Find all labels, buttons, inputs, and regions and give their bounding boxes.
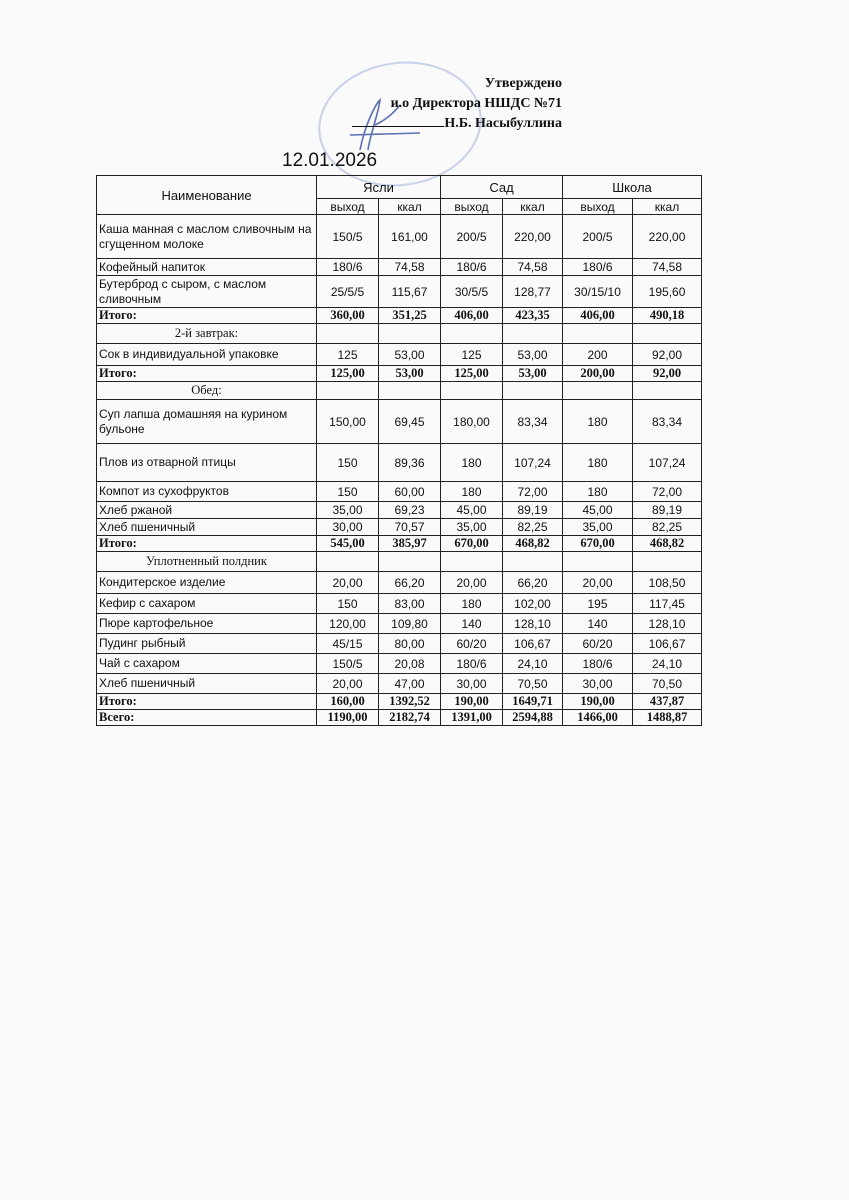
dish-value: 69,45 (379, 400, 441, 444)
col-subheader: ккал (503, 199, 563, 215)
dish-value: 150/5 (317, 654, 379, 674)
dish-value: 109,80 (379, 614, 441, 634)
dish-name: Пудинг рыбный (97, 634, 317, 654)
dish-value: 25/5/5 (317, 276, 379, 308)
dish-value: 53,00 (379, 344, 441, 366)
col-subheader: выход (563, 199, 633, 215)
dish-value: 74,58 (379, 259, 441, 276)
dish-value: 35,00 (317, 502, 379, 519)
total-value: 160,00 (317, 694, 379, 710)
dish-value: 74,58 (633, 259, 702, 276)
dish-name: Кефир с сахаром (97, 594, 317, 614)
dish-value: 180 (563, 400, 633, 444)
col-group-header: Ясли (317, 176, 441, 199)
dish-value: 45/15 (317, 634, 379, 654)
dish-value: 180/6 (317, 259, 379, 276)
dish-name: Кофейный напиток (97, 259, 317, 276)
total-value: 53,00 (503, 366, 563, 382)
menu-item-row (97, 634, 702, 654)
dish-value: 24,10 (503, 654, 563, 674)
dish-value: 20,00 (317, 674, 379, 694)
dish-value: 82,25 (503, 519, 563, 536)
dish-name: Пюре картофельное (97, 614, 317, 634)
dish-value: 200 (563, 344, 633, 366)
dish-value: 30/15/10 (563, 276, 633, 308)
section-title: Уплотненный полдник (97, 552, 317, 572)
dish-value: 117,45 (633, 594, 702, 614)
total-value: 190,00 (441, 694, 503, 710)
dish-value: 30/5/5 (441, 276, 503, 308)
dish-value: 200/5 (563, 215, 633, 259)
dish-value: 60/20 (441, 634, 503, 654)
col-subheader: выход (441, 199, 503, 215)
lunch-total-row (97, 536, 702, 552)
dish-name: Плов из отварной птицы (97, 444, 317, 482)
dish-value: 66,20 (503, 572, 563, 594)
grand-total-row (97, 710, 702, 726)
dish-value: 150/5 (317, 215, 379, 259)
total-value: 2182,74 (379, 710, 441, 726)
dish-value: 20,00 (317, 572, 379, 594)
menu-item-row (97, 400, 702, 444)
dish-value: 180/6 (441, 259, 503, 276)
total-value: 125,00 (317, 366, 379, 382)
dish-value: 80,00 (379, 634, 441, 654)
approval-title: Утверждено (484, 76, 562, 91)
dish-value: 74,58 (503, 259, 563, 276)
second-breakfast-total-row (97, 366, 702, 382)
dish-value: 60,00 (379, 482, 441, 502)
total-value: 1190,00 (317, 710, 379, 726)
menu-item-row (97, 654, 702, 674)
total-value: 406,00 (441, 308, 503, 324)
dish-name: Компот из сухофруктов (97, 482, 317, 502)
dish-value: 60/20 (563, 634, 633, 654)
dish-value: 195,60 (633, 276, 702, 308)
menu-item-row (97, 674, 702, 694)
total-value: 423,35 (503, 308, 563, 324)
dish-value: 125 (441, 344, 503, 366)
empty-cell (441, 382, 503, 400)
dish-name: Кондитерское изделие (97, 572, 317, 594)
dish-value: 150 (317, 594, 379, 614)
dish-value: 89,36 (379, 444, 441, 482)
empty-cell (441, 324, 503, 344)
dish-value: 72,00 (633, 482, 702, 502)
dish-value: 89,19 (503, 502, 563, 519)
section-title: 2-й завтрак: (97, 324, 317, 344)
menu-item-row (97, 594, 702, 614)
dish-value: 47,00 (379, 674, 441, 694)
dish-value: 180,00 (441, 400, 503, 444)
empty-cell (503, 382, 563, 400)
dish-value: 108,50 (633, 572, 702, 594)
dish-value: 180/6 (563, 259, 633, 276)
dish-value: 128,77 (503, 276, 563, 308)
menu-date: 12.01.2026 (282, 150, 378, 171)
menu-item-row (97, 614, 702, 634)
total-value: 125,00 (441, 366, 503, 382)
dish-value: 220,00 (503, 215, 563, 259)
dish-value: 102,00 (503, 594, 563, 614)
total-value: 1466,00 (563, 710, 633, 726)
dish-value: 45,00 (563, 502, 633, 519)
dish-value: 180 (563, 482, 633, 502)
dish-value: 128,10 (633, 614, 702, 634)
total-value: 1391,00 (441, 710, 503, 726)
total-value: 545,00 (317, 536, 379, 552)
dish-name: Бутерброд с сыром, с маслом сливочным (97, 276, 317, 308)
dish-value: 24,10 (633, 654, 702, 674)
dish-value: 150 (317, 482, 379, 502)
dish-value: 30,00 (317, 519, 379, 536)
empty-cell (379, 552, 441, 572)
total-value: 468,82 (633, 536, 702, 552)
dish-name: Каша манная с маслом сливочным на сгущенном молоке (97, 215, 317, 259)
dish-value: 70,50 (633, 674, 702, 694)
empty-cell (563, 324, 633, 344)
dish-value: 30,00 (563, 674, 633, 694)
dish-name: Чай с сахаром (97, 654, 317, 674)
dish-value: 195 (563, 594, 633, 614)
dish-value: 53,00 (503, 344, 563, 366)
menu-item-row (97, 482, 702, 502)
dish-value: 106,67 (633, 634, 702, 654)
menu-item-row (97, 444, 702, 482)
dish-value: 83,34 (503, 400, 563, 444)
menu-item-row (97, 215, 702, 259)
dish-value: 120,00 (317, 614, 379, 634)
total-value: 360,00 (317, 308, 379, 324)
dish-value: 140 (563, 614, 633, 634)
dish-name: Хлеб пшеничный (97, 519, 317, 536)
col-group-header: Сад (441, 176, 563, 199)
menu-item-row (97, 572, 702, 594)
dish-value: 20,00 (441, 572, 503, 594)
total-value: 406,00 (563, 308, 633, 324)
dish-name: Хлеб пшеничный (97, 674, 317, 694)
menu-item-row (97, 276, 702, 308)
dish-value: 115,67 (379, 276, 441, 308)
empty-cell (503, 324, 563, 344)
section-header-row (97, 552, 702, 572)
dish-value: 89,19 (633, 502, 702, 519)
dish-value: 128,10 (503, 614, 563, 634)
dish-value: 20,08 (379, 654, 441, 674)
empty-cell (633, 324, 702, 344)
approver-name: Н.Б. Насыбуллина (444, 116, 562, 131)
total-label: Итого: (97, 536, 317, 552)
dish-value: 83,00 (379, 594, 441, 614)
approval-signature-line (318, 114, 562, 134)
col-subheader: ккал (379, 199, 441, 215)
menu-table (96, 175, 702, 726)
empty-cell (317, 324, 379, 344)
empty-cell (379, 382, 441, 400)
menu-item-row (97, 519, 702, 536)
dish-value: 220,00 (633, 215, 702, 259)
empty-cell (633, 382, 702, 400)
snack-total-row (97, 694, 702, 710)
dish-value: 66,20 (379, 572, 441, 594)
dish-name: Хлеб ржаной (97, 502, 317, 519)
dish-value: 35,00 (441, 519, 503, 536)
dish-value: 180 (441, 444, 503, 482)
total-value: 1649,71 (503, 694, 563, 710)
dish-value: 107,24 (503, 444, 563, 482)
empty-cell (441, 552, 503, 572)
dish-value: 106,67 (503, 634, 563, 654)
total-value: 190,00 (563, 694, 633, 710)
dish-value: 70,50 (503, 674, 563, 694)
total-value: 385,97 (379, 536, 441, 552)
total-label: Итого: (97, 308, 317, 324)
dish-name: Сок в индивидуальной упаковке (97, 344, 317, 366)
col-group-header: Школа (563, 176, 702, 199)
dish-value: 35,00 (563, 519, 633, 536)
dish-value: 200/5 (441, 215, 503, 259)
total-label: Итого: (97, 694, 317, 710)
total-value: 1392,52 (379, 694, 441, 710)
dish-value: 150 (317, 444, 379, 482)
dish-value: 180/6 (563, 654, 633, 674)
empty-cell (317, 552, 379, 572)
total-label: Итого: (97, 366, 317, 382)
dish-value: 140 (441, 614, 503, 634)
section-header-row (97, 324, 702, 344)
total-value: 437,87 (633, 694, 702, 710)
empty-cell (563, 382, 633, 400)
dish-value: 150,00 (317, 400, 379, 444)
menu-item-row (97, 502, 702, 519)
dish-name: Суп лапша домашняя на курином бульоне (97, 400, 317, 444)
dish-value: 20,00 (563, 572, 633, 594)
dish-value: 180 (441, 482, 503, 502)
dish-value: 72,00 (503, 482, 563, 502)
total-value: 468,82 (503, 536, 563, 552)
approval-position: и.о Директора НШДС №71 (390, 96, 562, 111)
section-header-row (97, 382, 702, 400)
total-value: 490,18 (633, 308, 702, 324)
approval-block (318, 74, 562, 134)
col-subheader: выход (317, 199, 379, 215)
dish-value: 70,57 (379, 519, 441, 536)
dish-value: 125 (317, 344, 379, 366)
total-value: 351,25 (379, 308, 441, 324)
dish-value: 180/6 (441, 654, 503, 674)
total-value: 670,00 (563, 536, 633, 552)
total-value: 200,00 (563, 366, 633, 382)
total-value: 92,00 (633, 366, 702, 382)
dish-value: 30,00 (441, 674, 503, 694)
header-row (97, 176, 702, 199)
breakfast-total-row (97, 308, 702, 324)
menu-item-row (97, 344, 702, 366)
section-title: Обед: (97, 382, 317, 400)
dish-value: 92,00 (633, 344, 702, 366)
empty-cell (317, 382, 379, 400)
total-value: 2594,88 (503, 710, 563, 726)
total-label: Всего: (97, 710, 317, 726)
empty-cell (563, 552, 633, 572)
dish-value: 69,23 (379, 502, 441, 519)
signature-underline (352, 114, 444, 127)
empty-cell (379, 324, 441, 344)
col-header-name: Наименование (97, 176, 317, 215)
total-value: 670,00 (441, 536, 503, 552)
dish-value: 180 (441, 594, 503, 614)
empty-cell (633, 552, 702, 572)
dish-value: 107,24 (633, 444, 702, 482)
total-value: 1488,87 (633, 710, 702, 726)
dish-value: 180 (563, 444, 633, 482)
col-subheader: ккал (633, 199, 702, 215)
total-value: 53,00 (379, 366, 441, 382)
dish-value: 82,25 (633, 519, 702, 536)
dish-value: 83,34 (633, 400, 702, 444)
dish-value: 161,00 (379, 215, 441, 259)
empty-cell (503, 552, 563, 572)
dish-value: 45,00 (441, 502, 503, 519)
menu-item-row (97, 259, 702, 276)
